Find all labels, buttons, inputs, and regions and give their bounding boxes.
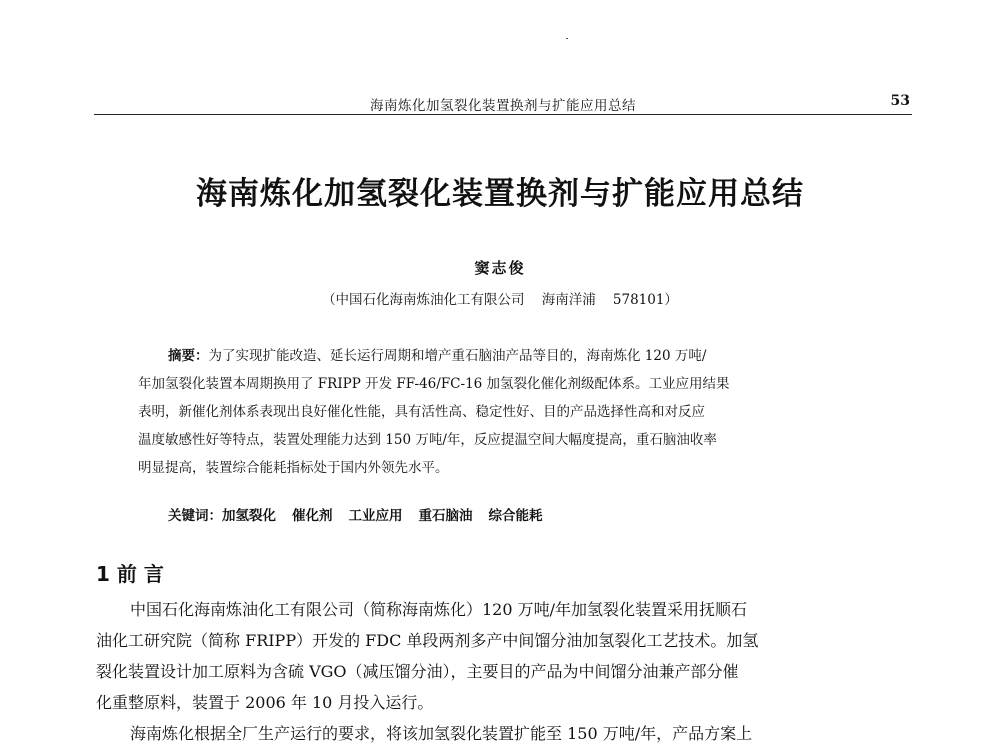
keywords-label: 关键词： (168, 508, 222, 524)
body-text (96, 594, 914, 749)
abstract-label: 摘要： (168, 348, 209, 364)
abstract-line: 明显提高，装置综合能耗指标处于国内外领先水平。 (138, 460, 449, 476)
abstract-line: 年加氢裂化装置本周期换用了 FRIPP 开发 FF-46/FC-16 加氢裂化催化剂级配体系。工业应用结果 (138, 376, 730, 392)
keyword: 催化剂 (292, 508, 333, 524)
body-line: 化重整原料，装置于 2006 年 10 月投入运行。 (96, 693, 434, 712)
abstract-line: 温度敏感性好等特点，装置处理能力达到 150 万吨/年，反应提温空间大幅度提高，重石脑油收率 (138, 432, 717, 448)
author-affiliation: （中国石化海南炼油化工有限公司 海南洋浦 578101） (322, 292, 678, 308)
keyword: 加氢裂化 (222, 508, 276, 524)
paper-title: 海南炼化加氢裂化装置换剂与扩能应用总结 (196, 176, 804, 212)
page-number: 53 (890, 93, 910, 109)
keyword: 综合能耗 (488, 508, 543, 524)
abstract-line (138, 342, 868, 370)
section-heading: 1 前 言 (96, 562, 164, 586)
abstract-text: 为了实现扩能改造、延长运行周期和增产重石脑油产品等目的，海南炼化 120 万吨/ (208, 348, 707, 364)
body-line: 油化工研究院（简称 FRIPP）开发的 FDC 单段两剂多产中间馏分油加氢裂化工艺技术。加氢 (96, 631, 759, 650)
running-header (94, 88, 912, 115)
keyword: 工业应用 (348, 508, 403, 524)
body-line: 中国石化海南炼油化工有限公司（简称海南炼化）120 万吨/年加氢裂化装置采用抚顺石 (130, 600, 748, 619)
body-line: 海南炼化根据全厂生产运行的要求，将该加氢裂化装置扩能至 150 万吨/年，产品方案上 (130, 724, 753, 743)
paper-author: 窦志俊 (474, 259, 526, 277)
keyword: 重石脑油 (418, 508, 473, 524)
body-line: 裂化装置设计加工原料为含硫 VGO（减压馏分油），主要目的产品为中间馏分油兼产部分催 (96, 662, 739, 681)
abstract-line: 表明，新催化剂体系表现出良好催化性能，具有活性高、稳定性好、目的产品选择性高和对反应 (138, 404, 705, 420)
keywords-line (168, 504, 559, 524)
scan-speck (566, 38, 568, 39)
running-header-title: 海南炼化加氢裂化装置换剂与扩能应用总结 (370, 98, 636, 114)
abstract-block (138, 342, 868, 482)
